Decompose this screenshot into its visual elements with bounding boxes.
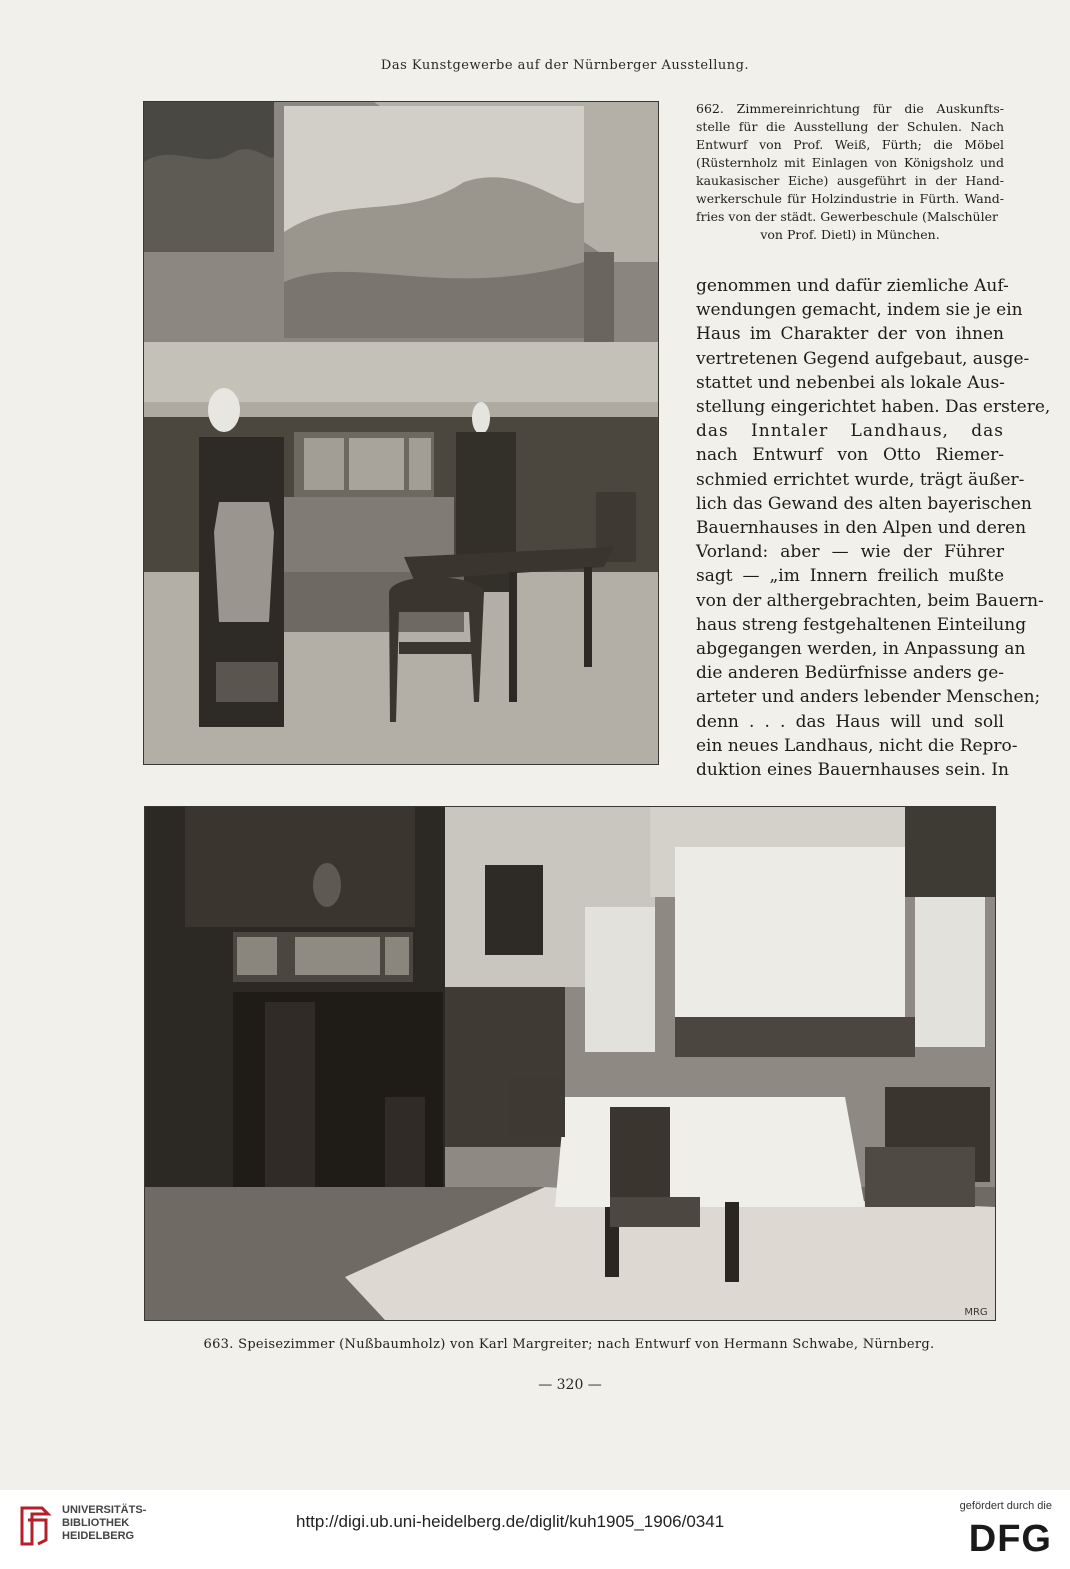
- library-line: HEIDELBERG: [62, 1530, 135, 1542]
- photographer-monogram: MRG: [964, 1307, 988, 1318]
- library-line: BIBLIOTHEK: [62, 1517, 130, 1529]
- figure-662-photo: [143, 101, 659, 765]
- university-library-logo-icon: [14, 1500, 54, 1548]
- page-number: — 320 —: [538, 1377, 602, 1393]
- caption-line: 662. Zimmereinrichtung für die Auskunfts-: [696, 101, 1004, 116]
- caption-line: fries von der städt. Gewerbeschule (Malschüler: [696, 209, 998, 224]
- source-url-link[interactable]: http://digi.ub.uni-heidelberg.de/diglit/kuh1905_1906/0341: [296, 1512, 725, 1531]
- body-text: [696, 274, 1051, 782]
- digitization-footer: [0, 1490, 1070, 1569]
- caption-line: stelle für die Ausstellung der Schulen. Nach: [696, 119, 1004, 134]
- body-line: wendungen gemacht, indem sie je ein: [696, 300, 1023, 321]
- body-line: sagt — „im Innern freilich mußte: [696, 566, 1004, 587]
- caption-line: Entwurf von Prof. Weiß, Fürth; die Möbel: [696, 137, 1004, 152]
- body-line: schmied errichtet wurde, trägt äußer-: [696, 469, 1025, 490]
- body-line: die anderen Bedürfnisse anders ge-: [696, 663, 1004, 684]
- caption-line: werkerschule für Holzindustrie in Fürth. Wand-: [696, 191, 1004, 206]
- body-line: haus streng festgehaltenen Einteilung: [696, 614, 1027, 635]
- body-line: lich das Gewand des alten bayerischen: [696, 493, 1032, 514]
- library-name: [62, 1504, 146, 1543]
- caption-line: (Rüsternholz mit Einlagen von Königsholz und: [696, 155, 1004, 170]
- running-head: Das Kunstgewerbe auf der Nürnberger Ausstellung.: [380, 58, 750, 73]
- photo-reading-room: [144, 102, 658, 764]
- body-line: denn . . . das Haus will und soll: [696, 711, 1004, 732]
- body-line: abgegangen werden, in Anpassung an: [696, 639, 1026, 660]
- figure-662-caption: [696, 100, 1004, 244]
- body-line: vertretenen Gegend aufgebaut, ausge-: [696, 348, 1030, 369]
- body-line: arteter und anders lebender Menschen;: [696, 687, 1041, 708]
- dfg-logo: DFG: [968, 1518, 1052, 1560]
- caption-line: kaukasischer Eiche) ausgeführt in der Hand-: [696, 173, 1004, 188]
- body-line: von der althergebrachten, beim Bauern-: [696, 590, 1044, 611]
- body-line: genommen und dafür ziemliche Auf-: [696, 276, 1009, 296]
- body-line: stellung eingerichtet haben. Das erstere,: [696, 397, 1051, 418]
- funding-label: gefördert durch die: [959, 1500, 1052, 1512]
- body-line: das Inntaler Landhaus, das: [696, 421, 1004, 442]
- body-line: nach Entwurf von Otto Riemer-: [696, 445, 1004, 466]
- body-line: ein neues Landhaus, nicht die Repro-: [696, 735, 1018, 756]
- body-line: duktion eines Bauernhauses sein. In: [696, 760, 1009, 781]
- caption-line: von Prof. Dietl) in München.: [760, 227, 940, 242]
- body-line: Haus im Charakter der von ihnen: [696, 324, 1004, 345]
- photo-dining-room: [145, 807, 995, 1320]
- body-line: Vorland: aber — wie der Führer: [696, 542, 1004, 563]
- body-line: stattet und nebenbei als lokale Aus-: [696, 372, 1005, 393]
- library-line: UNIVERSITÄTS-: [62, 1504, 147, 1516]
- body-line: Bauernhauses in den Alpen und deren: [696, 518, 1027, 539]
- figure-663-caption: 663. Speisezimmer (Nußbaumholz) von Karl Margreiter; nach Entwurf von Hermann Schwabe, Nürnberg.: [203, 1337, 935, 1352]
- figure-663-photo: [144, 806, 996, 1321]
